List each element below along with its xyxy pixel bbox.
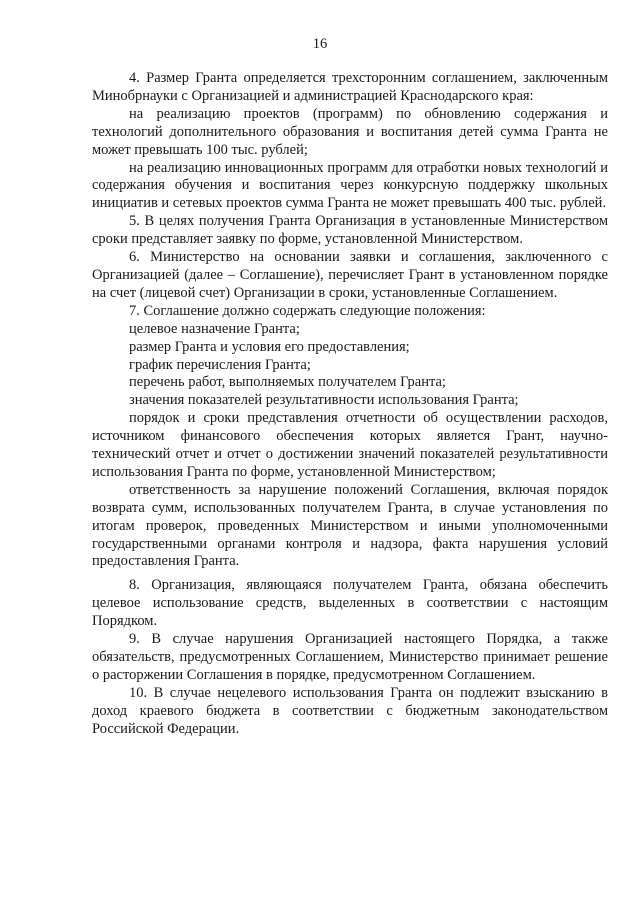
list-item-size-conditions: размер Гранта и условия его предоставления; — [129, 338, 410, 355]
document-body — [92, 70, 608, 739]
paragraph-6-transfer: 6. Министерство на основании заявки и соглашения, заключенного с Организацией (далее – Соглашение), перечисляет Грант в установленном порядке на счет (лицевой счет) Организации в сроки, установленные Соглашением. — [92, 249, 608, 301]
paragraph-5-application: 5. В целях получения Гранта Организация в установленные Министерством сроки представляет заявку по форме, установленной Министерством. — [92, 213, 608, 248]
list-item-works: перечень работ, выполняемых получателем Гранта; — [129, 374, 446, 391]
list-item-indicators: значения показателей результативности использования Гранта; — [129, 392, 519, 409]
paragraph-grant-size-100k: на реализацию проектов (программ) по обновлению содержания и технологий дополнительного образования и воспитания детей сумма Гранта не может превышать 100 тыс. рублей; — [92, 105, 608, 158]
list-item-reporting: порядок и сроки представления отчетности об осуществлении расходов, источником финансового обеспечения которых является Грант, научно-технический отчет и отчет о достижении значений показателей результативности использования Гранта по форме, установленной Министерством; — [92, 410, 608, 480]
paragraph-grant-size-400k: на реализацию инновационных программ для отработки новых технологий и содержания обучения и воспитания через конкурсную поддержку школьных инициатив и сетевых проектов сумма Гранта не может превышать 400 тыс. рублей. — [92, 159, 608, 212]
paragraph-4-grant-size: 4. Размер Гранта определяется трехсторонним соглашением, заключенным Минобрнауки с Организацией и администрацией Краснодарского края: — [92, 70, 608, 104]
paragraph-10-recovery: 10. В случае нецелевого использования Гранта он подлежит взысканию в доход краевого бюджета в соответствии с бюджетным законодательством Российской Федерации. — [92, 684, 608, 737]
list-item-purpose: целевое назначение Гранта; — [129, 320, 300, 337]
list-item-schedule: график перечисления Гранта; — [129, 356, 311, 373]
paragraph-9-termination: 9. В случае нарушения Организацией настоящего Порядка, а также обязательств, предусмотренных Соглашением, Министерство принимает решение о расторжении Соглашения в порядке, предусмотренном Соглашением. — [92, 631, 608, 683]
paragraph-8-targeted-use: 8. Организация, являющаяся получателем Гранта, обязана обеспечить целевое использование средств, выделенных в соответствии с настоящим Порядком. — [92, 577, 608, 630]
paragraph-7-agreement: 7. Соглашение должно содержать следующие положения: — [129, 302, 486, 319]
page-number: 16 — [312, 36, 328, 52]
list-item-responsibility: ответственность за нарушение положений Соглашения, включая порядок возврата сумм, использованных получателем Гранта, в случае установления по итогам проверок, проведенных Министерством и иными уполномоченными государственными органами контроля и надзора, факта нарушения условий предоставления Гранта. — [92, 481, 608, 570]
